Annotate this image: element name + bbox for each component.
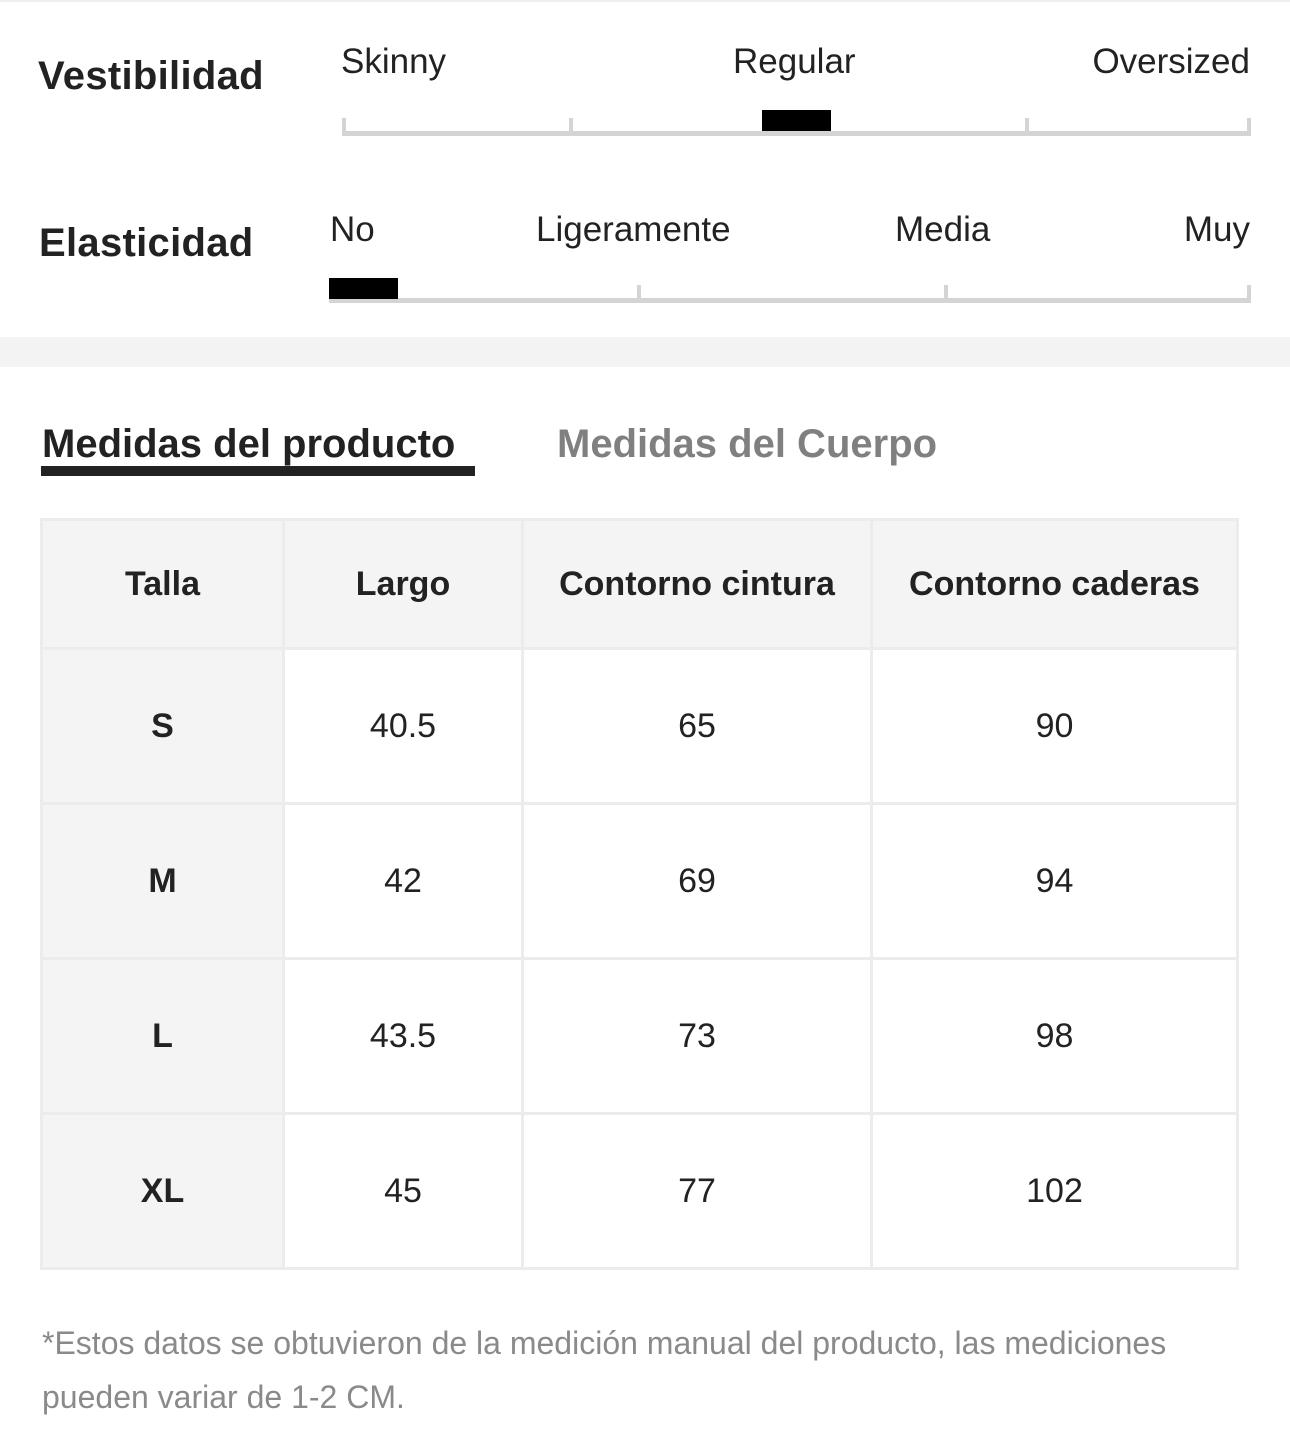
size-cell: M [42, 804, 284, 959]
hips-cell: 94 [872, 804, 1238, 959]
top-divider [0, 0, 1290, 2]
measurement-note: *Estos datos se obtuvieron de la medición manual del producto, las mediciones pueden variar de 1-2 CM. [42, 1325, 1167, 1415]
waist-cell: 69 [523, 804, 872, 959]
length-cell: 42 [284, 804, 523, 959]
header-length: Largo [284, 520, 523, 649]
fit-option-regular: Regular [733, 42, 856, 81]
fit-tick [342, 118, 346, 136]
elasticity-option-ligeramente: Ligeramente [536, 210, 731, 249]
elasticity-label: Elasticidad [39, 221, 254, 265]
length-cell: 43.5 [284, 959, 523, 1114]
header-size: Talla [42, 520, 284, 649]
waist-cell: 77 [523, 1114, 872, 1269]
hips-cell: 102 [872, 1114, 1238, 1269]
fit-tick [1247, 118, 1251, 136]
waist-cell: 65 [523, 649, 872, 804]
elasticity-tick [637, 285, 641, 303]
size-cell: S [42, 649, 284, 804]
tab-product-measurements[interactable]: Medidas del producto [42, 422, 456, 466]
table-row [42, 959, 1238, 1114]
elasticity-option-muy: Muy [1183, 210, 1250, 249]
elasticity-selected-marker [329, 278, 398, 299]
table-row [42, 804, 1238, 959]
fit-tick [1025, 118, 1029, 136]
hips-cell: 90 [872, 649, 1238, 804]
fit-track [342, 131, 1251, 136]
header-hips: Contorno caderas [872, 520, 1238, 649]
section-divider [0, 337, 1290, 367]
active-tab-indicator [41, 466, 475, 476]
elasticity-option-no: No [330, 210, 375, 249]
fit-option-oversized: Oversized [1092, 42, 1250, 81]
length-cell: 40.5 [284, 649, 523, 804]
table-header-row [42, 520, 1238, 649]
elasticity-track [329, 298, 1251, 303]
table-row [42, 649, 1238, 804]
size-table [40, 518, 1239, 1270]
fit-option-skinny: Skinny [341, 42, 447, 81]
waist-cell: 73 [523, 959, 872, 1114]
header-waist: Contorno cintura [523, 520, 872, 649]
tab-body-measurements[interactable]: Medidas del Cuerpo [557, 422, 938, 466]
table-row [42, 1114, 1238, 1269]
size-cell: L [42, 959, 284, 1114]
fit-label: Vestibilidad [38, 54, 264, 98]
hips-cell: 98 [872, 959, 1238, 1114]
elasticity-tick [944, 285, 948, 303]
elasticity-tick [1247, 285, 1251, 303]
size-cell: XL [42, 1114, 284, 1269]
fit-selected-marker [762, 110, 831, 131]
fit-tick [569, 118, 573, 136]
length-cell: 45 [284, 1114, 523, 1269]
elasticity-option-media: Media [895, 210, 991, 249]
